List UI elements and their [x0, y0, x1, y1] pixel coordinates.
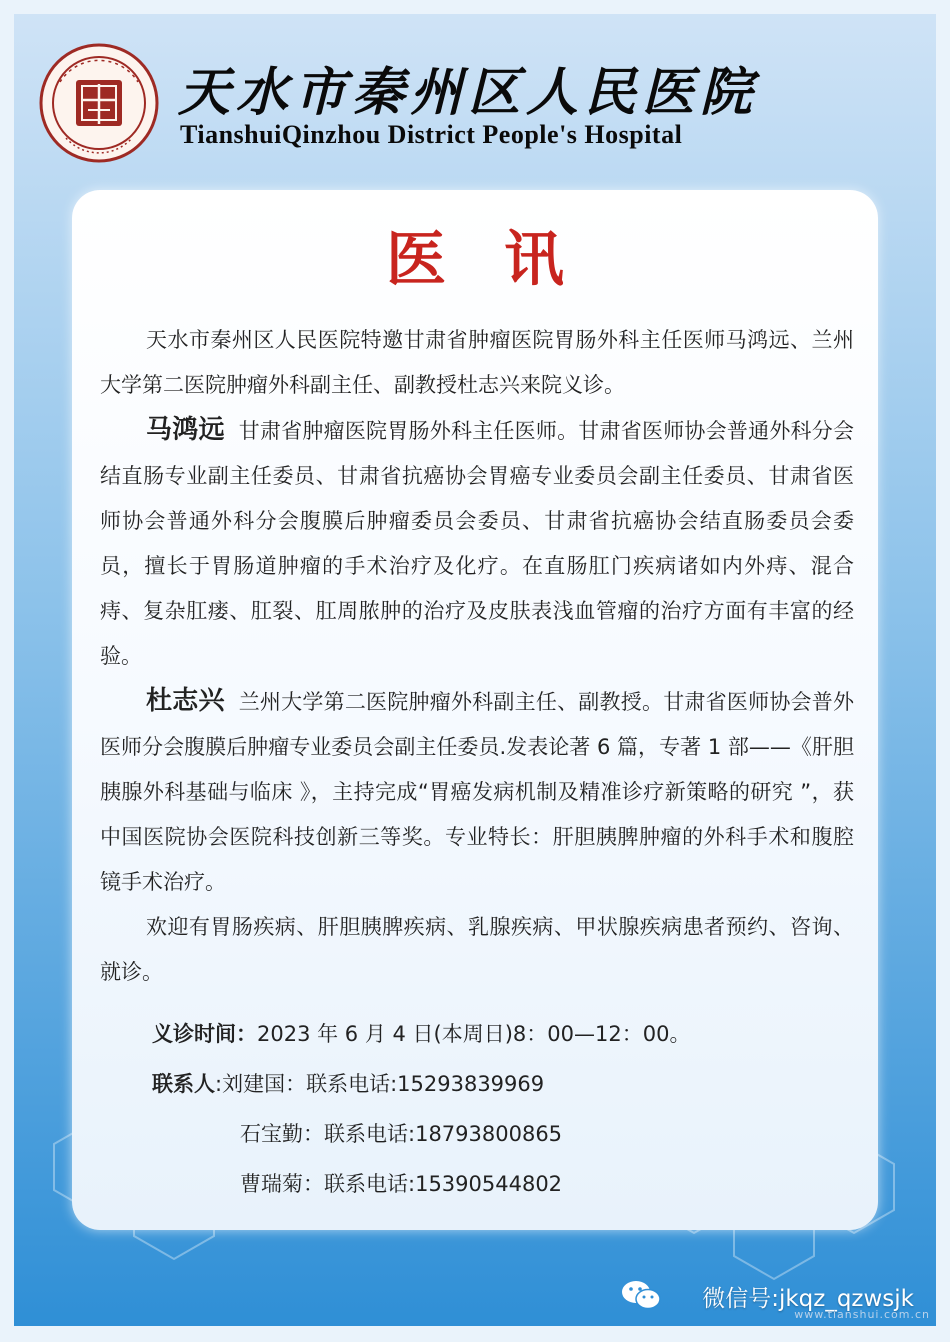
wechat-icon	[620, 1278, 662, 1312]
contact-name: 石宝勤	[240, 1122, 303, 1146]
contact-row: 石宝勤：联系电话:18793800865	[240, 1122, 563, 1146]
contact-row: 联系人:刘建国：联系电话:15293839969	[152, 1072, 545, 1096]
welcome-paragraph: 欢迎有胃肠疾病、肝胆胰脾疾病、乳腺疾病、甲状腺疾病患者预约、咨询、就诊。	[100, 915, 854, 984]
wechat-label: 微信号:	[702, 1286, 779, 1312]
contact-phone: 15293839969	[397, 1072, 545, 1096]
intro-paragraph: 天水市秦州区人民医院特邀甘肃省肿瘤医院胃肠外科主任医师马鸿远、兰州大学第二医院肿瘤外科副主任、副教授杜志兴来院义诊。	[100, 328, 854, 397]
doctor-name: 杜志兴	[146, 686, 225, 716]
clinic-time-row	[152, 1009, 854, 1059]
contact-phone: 18793800865	[415, 1122, 563, 1146]
clinic-info	[100, 1009, 854, 1209]
contact-name: 刘建国	[222, 1072, 286, 1096]
doctor-paragraph	[100, 408, 854, 679]
contact-phone-label: 联系电话	[306, 1072, 391, 1096]
contact-phone: 15390544802	[415, 1172, 563, 1196]
wechat-id: jkqz_qzwsjk	[778, 1286, 914, 1312]
contact-name: 曹瑞菊	[240, 1172, 303, 1196]
notice-title: 医讯	[386, 225, 622, 295]
doctor-name: 马鸿远	[146, 415, 225, 445]
hospital-seal-logo	[38, 42, 160, 164]
contact-label: 联系人	[152, 1072, 215, 1096]
doctor-bio: 甘肃省肿瘤医院胃肠外科主任医师。甘肃省医师协会普通外科分会结直肠专业副主任委员、甘肃省抗癌协会胃癌专业委员会副主任委员、甘肃省医师协会普通外科分会腹膜后肿瘤委员会委员、甘肃省抗癌协会结直肠委员会委员，擅长于胃肠道肿瘤的手术治疗及化疗。在直肠肛门疾病诸如内外痔、混合痔、复杂肛瘘、肛裂、肛周脓肿的治疗及皮肤表浅血管瘤的治疗方面有丰富的经验。	[100, 419, 854, 668]
notice-content	[100, 318, 854, 1209]
clinic-time-value: 2023 年 6 月 4 日(本周日)8：00—12：00。	[257, 1022, 691, 1046]
hospital-header	[38, 42, 898, 172]
doctor-paragraph	[100, 679, 854, 905]
clinic-time-label: 义诊时间：	[152, 1022, 257, 1046]
hospital-name-en: TianshuiQinzhou District People's Hospital	[180, 120, 683, 149]
hospital-name-cn: 天水市秦州区人民医院	[178, 62, 759, 123]
contact-row: 曹瑞菊：联系电话:15390544802	[240, 1172, 563, 1196]
site-watermark: www.tianshui.com.cn	[794, 1308, 930, 1321]
contact-phone-label: 联系电话	[324, 1172, 408, 1196]
doctor-bio: 兰州大学第二医院肿瘤外科副主任、副教授。甘肃省医师协会普外医师分会腹膜后肿瘤专业委员会副主任委员.发表论著 6 篇，专著 1 部——《肝胆胰腺外科基础与临床 》，主持完成“胃癌发病机制及精准诊疗新策略的研究 ”，获中国医院协会医院科技创新三等奖。专业特长：肝胆胰脾肿瘤的外科手术和腹腔镜手术治疗。	[100, 690, 854, 894]
contact-phone-label: 联系电话	[324, 1122, 408, 1146]
